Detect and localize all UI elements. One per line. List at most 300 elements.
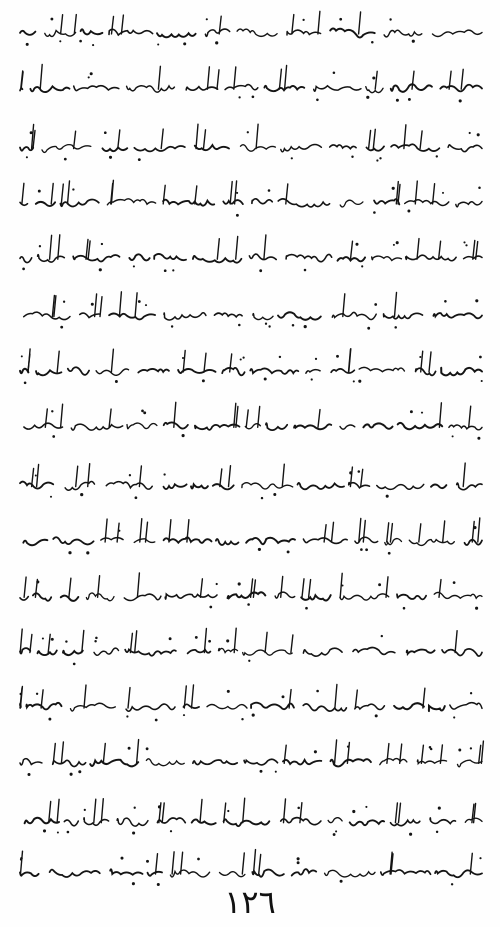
- word-stroke: [205, 29, 229, 36]
- word-stroke: [84, 818, 109, 825]
- letter-stroke: [24, 577, 26, 597]
- diacritic-dot: [104, 131, 107, 134]
- word-stroke: [355, 704, 385, 709]
- word-stroke: [74, 86, 119, 91]
- diacritic-dot: [36, 580, 39, 583]
- handwriting-strokes: [14, 790, 486, 838]
- letter-stroke: [137, 740, 139, 764]
- letter-stroke: [279, 69, 281, 89]
- diacritic-dot: [438, 807, 441, 810]
- word-stroke: [127, 86, 175, 92]
- word-stroke: [192, 820, 216, 825]
- letter-stroke: [158, 66, 160, 89]
- diacritic-dot: [287, 550, 290, 553]
- letter-stroke: [359, 12, 361, 34]
- diacritic-dot: [78, 770, 81, 773]
- diacritic-dot: [470, 692, 472, 694]
- letter-stroke: [195, 186, 197, 204]
- diacritic-dot: [305, 607, 308, 610]
- diacritic-dot: [396, 241, 399, 244]
- letter-stroke: [21, 851, 23, 874]
- diacritic-dot: [436, 155, 438, 157]
- word-stroke: [125, 650, 176, 656]
- diacritic-dot: [128, 747, 131, 750]
- page-number: ١٢٦: [224, 883, 276, 921]
- diacritic-dot: [393, 244, 395, 246]
- diacritic-dot: [172, 269, 174, 271]
- letter-stroke: [332, 522, 334, 542]
- letter-stroke: [461, 69, 463, 89]
- letter-stroke: [253, 580, 255, 597]
- letter-stroke: [421, 745, 423, 763]
- letter-stroke: [259, 854, 261, 874]
- letter-stroke: [343, 294, 345, 317]
- word-stroke: [253, 314, 273, 320]
- letter-stroke: [204, 130, 206, 149]
- letter-stroke: [423, 688, 425, 708]
- diacritic-dot: [419, 356, 421, 358]
- letter-stroke: [74, 15, 76, 34]
- diacritic-dot: [183, 714, 185, 716]
- word-stroke: [124, 594, 161, 600]
- diacritic-dot: [38, 190, 41, 193]
- word-stroke: [86, 593, 114, 601]
- diacritic-dot: [227, 690, 230, 693]
- diacritic-dot: [479, 857, 481, 859]
- word-stroke: [416, 368, 436, 375]
- word-stroke: [20, 759, 42, 765]
- diacritic-dot: [39, 245, 41, 247]
- diacritic-dot: [20, 693, 22, 695]
- word-stroke: [20, 202, 28, 205]
- letter-stroke: [291, 635, 293, 653]
- diacritic-dot: [86, 551, 89, 554]
- diacritic-dot: [88, 76, 90, 78]
- letter-stroke: [84, 685, 86, 708]
- word-stroke: [381, 870, 431, 875]
- word-stroke: [286, 254, 332, 261]
- diacritic-dot: [282, 695, 285, 698]
- letter-stroke: [135, 293, 137, 317]
- diacritic-dot: [163, 473, 165, 475]
- word-stroke: [223, 200, 243, 204]
- word-stroke: [20, 648, 30, 653]
- diacritic-dot: [68, 551, 71, 554]
- diacritic-dot: [170, 830, 172, 832]
- word-stroke: [406, 255, 456, 261]
- diacritic-dot: [209, 606, 212, 609]
- word-stroke: [353, 647, 395, 654]
- word-stroke: [24, 312, 70, 319]
- word-stroke: [449, 425, 482, 430]
- word-stroke: [195, 425, 240, 430]
- diacritic-dot: [238, 582, 241, 585]
- letter-stroke: [318, 410, 320, 428]
- diacritic-dot: [27, 773, 30, 776]
- word-stroke: [38, 255, 65, 262]
- letter-stroke: [256, 124, 258, 148]
- word-stroke: [30, 86, 69, 92]
- letter-stroke: [335, 685, 337, 709]
- letter-stroke: [137, 573, 139, 597]
- diacritic-dot: [355, 243, 358, 246]
- letter-stroke: [363, 521, 365, 543]
- letter-stroke: [103, 743, 105, 763]
- word-stroke: [188, 650, 211, 654]
- diacritic-dot: [91, 303, 94, 306]
- letter-stroke: [196, 124, 198, 148]
- letter-stroke: [69, 578, 71, 597]
- word-stroke: [409, 540, 454, 546]
- letter-stroke: [395, 293, 397, 317]
- diacritic-dot: [236, 214, 239, 217]
- diacritic-dot: [141, 410, 144, 413]
- word-stroke: [71, 703, 116, 711]
- diacritic-dot: [158, 805, 161, 808]
- word-stroke: [109, 313, 155, 319]
- letter-stroke: [386, 577, 388, 598]
- word-stroke: [65, 481, 94, 490]
- word-stroke: [303, 538, 347, 544]
- handwriting-strokes: [14, 734, 486, 782]
- diacritic-dot: [479, 356, 482, 359]
- diacritic-dot: [351, 156, 353, 158]
- letter-stroke: [48, 634, 50, 652]
- diacritic-dot: [145, 304, 147, 306]
- diacritic-dot: [241, 718, 243, 720]
- diacritic-dot: [247, 131, 249, 133]
- diacritic-dot: [291, 157, 293, 159]
- word-stroke: [96, 369, 128, 375]
- diacritic-dot: [227, 810, 229, 812]
- diacritic-dot: [138, 300, 141, 303]
- diacritic-dot: [389, 18, 391, 20]
- diacritic-dot: [73, 663, 76, 666]
- diacritic-dot: [275, 771, 277, 773]
- diacritic-dot: [341, 584, 343, 586]
- diacritic-dot: [99, 268, 102, 271]
- diacritic-dot: [70, 773, 73, 776]
- diacritic-dot: [51, 410, 53, 412]
- letter-stroke: [387, 744, 389, 764]
- word-stroke: [237, 29, 277, 36]
- letter-stroke: [375, 71, 377, 89]
- diacritic-dot: [42, 637, 44, 639]
- diacritic-dot: [26, 156, 28, 158]
- manuscript-line: [14, 60, 486, 108]
- diacritic-dot: [475, 299, 478, 302]
- diacritic-dot: [126, 715, 128, 717]
- diacritic-dot: [444, 300, 447, 303]
- word-stroke: [106, 482, 152, 490]
- diacritic-dot: [394, 326, 397, 329]
- letter-stroke: [57, 799, 59, 822]
- diacritic-dot: [429, 746, 432, 749]
- diacritic-dot: [268, 325, 270, 327]
- word-stroke: [252, 199, 272, 204]
- word-stroke: [20, 257, 32, 263]
- word-stroke: [228, 592, 266, 598]
- diacritic-dot: [146, 860, 149, 863]
- word-stroke: [314, 86, 361, 91]
- diacritic-dot: [146, 747, 149, 750]
- word-stroke: [448, 145, 482, 152]
- diacritic-dot: [135, 496, 138, 499]
- word-stroke: [331, 369, 354, 373]
- diacritic-dot: [24, 382, 27, 385]
- word-stroke: [442, 649, 482, 656]
- word-stroke: [164, 484, 187, 489]
- letter-stroke: [135, 631, 137, 653]
- letter-stroke: [118, 130, 120, 149]
- handwriting-strokes: [14, 398, 486, 446]
- diacritic-dot: [463, 241, 465, 243]
- manuscript-line: [14, 342, 486, 390]
- word-stroke: [164, 313, 206, 320]
- letter-stroke: [373, 129, 375, 148]
- manuscript-line: [14, 566, 486, 614]
- letter-stroke: [246, 410, 248, 427]
- letter-stroke: [350, 467, 352, 487]
- letter-stroke: [349, 349, 351, 372]
- diacritic-dot: [238, 96, 240, 98]
- diacritic-dot: [268, 189, 271, 192]
- manuscript-line: [14, 398, 486, 446]
- letter-stroke: [429, 352, 431, 372]
- diacritic-dot: [297, 861, 300, 864]
- word-stroke: [24, 423, 63, 429]
- diacritic-dot: [353, 380, 355, 382]
- word-stroke: [127, 423, 157, 429]
- word-stroke: [20, 872, 39, 876]
- word-stroke: [266, 423, 287, 430]
- diacritic-dot: [360, 548, 363, 551]
- letter-stroke: [217, 239, 219, 260]
- word-stroke: [275, 592, 295, 598]
- diacritic-dot: [240, 358, 242, 360]
- word-stroke: [222, 368, 244, 375]
- word-stroke: [94, 648, 119, 655]
- manuscript-line: [14, 116, 486, 164]
- diacritic-dot: [358, 380, 361, 383]
- word-stroke: [430, 818, 455, 824]
- handwriting-strokes: [14, 566, 486, 614]
- word-stroke: [465, 540, 483, 545]
- diacritic-dot: [90, 72, 93, 75]
- diacritic-dot: [155, 719, 158, 722]
- diacritic-dot: [216, 583, 218, 585]
- handwriting-strokes: [14, 116, 486, 164]
- letter-stroke: [289, 690, 291, 708]
- letter-stroke: [192, 685, 194, 708]
- word-stroke: [138, 369, 169, 373]
- letter-stroke: [264, 235, 266, 259]
- letter-stroke: [128, 688, 130, 708]
- diacritic-dot: [197, 858, 200, 861]
- letter-stroke: [61, 184, 63, 204]
- word-stroke: [134, 146, 185, 151]
- letter-stroke: [61, 742, 63, 763]
- word-stroke: [90, 760, 138, 767]
- letter-stroke: [146, 522, 148, 542]
- word-stroke: [216, 539, 239, 545]
- diacritic-dot: [59, 40, 61, 42]
- word-stroke: [186, 87, 217, 91]
- letter-stroke: [40, 64, 42, 89]
- diacritic-dot: [304, 269, 307, 272]
- diacritic-dot: [134, 807, 136, 809]
- manuscript-line: [14, 510, 486, 558]
- diacritic-dot: [470, 747, 472, 749]
- word-stroke: [366, 87, 383, 93]
- diacritic-dot: [92, 44, 94, 46]
- word-stroke: [53, 537, 93, 544]
- word-stroke: [450, 703, 482, 710]
- word-stroke: [332, 312, 376, 319]
- word-stroke: [250, 368, 298, 373]
- diacritic-dot: [261, 497, 263, 499]
- diacritic-dot: [101, 243, 103, 245]
- diacritic-dot: [477, 437, 480, 440]
- diacritic-dot: [260, 770, 263, 773]
- letter-stroke: [369, 131, 371, 149]
- diacritic-dot: [20, 858, 22, 860]
- word-stroke: [225, 85, 258, 90]
- diacritic-dot: [94, 640, 96, 642]
- word-stroke: [243, 650, 293, 655]
- handwriting-strokes: [14, 60, 486, 108]
- word-stroke: [165, 594, 217, 599]
- word-stroke: [330, 145, 356, 149]
- diacritic-dot: [473, 526, 476, 529]
- diacritic-dot: [115, 380, 118, 383]
- letter-stroke: [88, 241, 90, 259]
- diacritic-dot: [333, 833, 336, 836]
- word-stroke: [38, 651, 57, 656]
- letter-stroke: [469, 406, 471, 427]
- letter-stroke: [242, 853, 244, 874]
- word-stroke: [398, 423, 443, 429]
- word-stroke: [431, 485, 446, 489]
- letter-stroke: [443, 521, 445, 542]
- diacritic-dot: [477, 133, 480, 136]
- diacritic-dot: [421, 412, 423, 414]
- diacritic-dot: [84, 809, 86, 811]
- word-stroke: [246, 538, 295, 544]
- word-stroke: [213, 484, 234, 489]
- diacritic-dot: [358, 470, 361, 473]
- letter-stroke: [470, 853, 472, 874]
- word-stroke: [117, 818, 148, 826]
- diacritic-dot: [79, 40, 82, 43]
- diacritic-dot: [208, 640, 211, 643]
- letter-stroke: [234, 67, 236, 89]
- word-stroke: [303, 704, 346, 711]
- letter-stroke: [200, 799, 202, 822]
- letter-stroke: [265, 632, 267, 652]
- word-stroke: [244, 759, 277, 765]
- diacritic-dot: [133, 265, 135, 267]
- word-stroke: [64, 820, 78, 826]
- word-stroke: [103, 147, 128, 151]
- word-stroke: [374, 199, 399, 204]
- letter-stroke: [22, 183, 24, 204]
- word-stroke: [303, 648, 342, 656]
- letter-stroke: [387, 523, 389, 542]
- handwriting-strokes: [14, 454, 486, 502]
- word-stroke: [191, 484, 208, 488]
- diacritic-dot: [403, 607, 406, 610]
- word-stroke: [457, 483, 482, 490]
- word-stroke: [298, 483, 345, 489]
- diacritic-dot: [57, 831, 59, 833]
- word-stroke: [81, 29, 103, 34]
- letter-stroke: [161, 129, 163, 149]
- letter-stroke: [361, 469, 363, 486]
- diacritic-dot: [365, 548, 368, 551]
- letter-stroke: [285, 65, 287, 89]
- letter-stroke: [172, 852, 174, 874]
- manuscript-line: [14, 790, 486, 838]
- letter-stroke: [68, 181, 70, 204]
- word-stroke: [164, 422, 188, 428]
- diacritic-dot: [335, 830, 337, 832]
- manuscript-line: [14, 4, 486, 52]
- diacritic-dot: [26, 43, 29, 46]
- word-stroke: [110, 869, 142, 874]
- diacritic-dot: [264, 378, 267, 381]
- diacritic-dot: [118, 530, 120, 532]
- letter-stroke: [236, 406, 238, 427]
- word-stroke: [340, 200, 363, 207]
- letter-stroke: [41, 690, 43, 708]
- diacritic-dot: [458, 749, 461, 752]
- diacritic-dot: [373, 211, 376, 214]
- diacritic-dot: [336, 355, 339, 358]
- letter-stroke: [463, 463, 465, 487]
- diacritic-dot: [376, 159, 378, 161]
- diacritic-dot: [349, 471, 352, 474]
- letter-stroke: [162, 803, 164, 823]
- diacritic-dot: [22, 268, 25, 271]
- letter-stroke: [251, 579, 253, 597]
- manuscript-text-block: [14, 0, 486, 880]
- diacritic-dot: [410, 410, 413, 413]
- word-stroke: [359, 367, 404, 371]
- word-stroke: [391, 144, 439, 151]
- diacritic-dot: [371, 41, 374, 44]
- diacritic-dot: [252, 95, 255, 98]
- diacritic-dot: [273, 493, 276, 496]
- letter-stroke: [229, 466, 231, 487]
- word-stroke: [301, 595, 331, 600]
- word-stroke: [377, 484, 424, 489]
- word-stroke: [148, 872, 163, 876]
- word-stroke: [283, 760, 321, 765]
- letter-stroke: [324, 525, 326, 542]
- word-stroke: [394, 703, 424, 709]
- diacritic-dot: [469, 132, 471, 134]
- letter-stroke: [50, 235, 52, 259]
- word-stroke: [101, 538, 123, 540]
- diacritic-dot: [63, 301, 65, 303]
- diacritic-dot: [379, 157, 381, 159]
- diacritic-dot: [452, 435, 454, 437]
- word-stroke: [350, 820, 384, 825]
- word-stroke: [330, 29, 375, 38]
- letter-stroke: [455, 631, 457, 653]
- diacritic-dot: [378, 583, 381, 586]
